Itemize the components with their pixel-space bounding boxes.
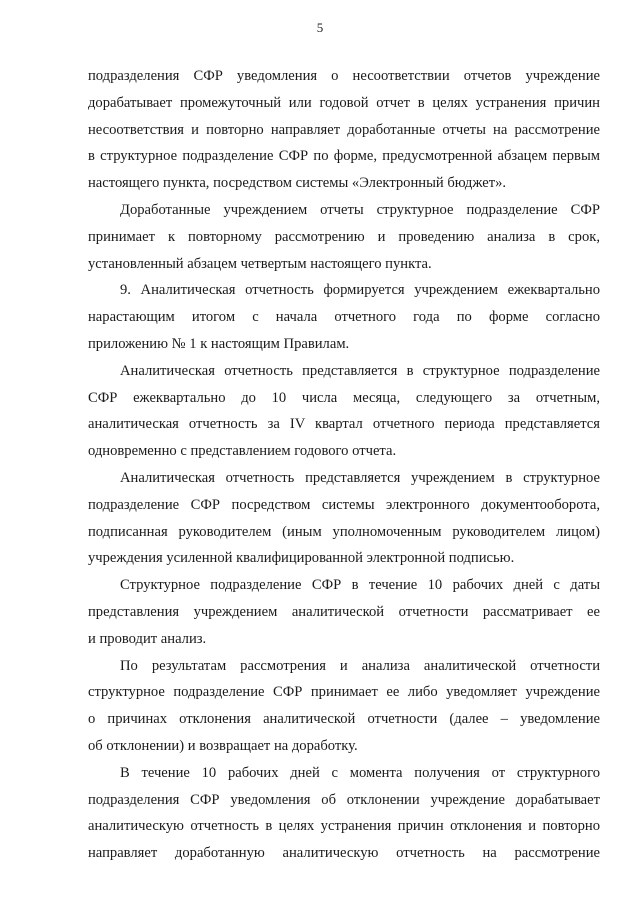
- text-line: подразделения СФР уведомления об отклонении учреждение дорабатывает: [88, 791, 600, 808]
- text-line: приложению № 1 к настоящим Правилам.: [88, 336, 350, 352]
- text-line: одновременно с представлением годового отчета.: [88, 443, 397, 460]
- text-line: аналитическую отчетность в целях устранения причин отклонения и повторно: [88, 818, 600, 835]
- text-line: подразделение СФР посредством системы электронного документооборота,: [88, 496, 600, 513]
- text-line: в структурное подразделение СФР по форме, предусмотренной абзацем первым: [88, 148, 600, 165]
- text-line: принимает к повторному рассмотрению и проведению анализа в срок,: [88, 228, 600, 245]
- text-line: структурное подразделение СФР принимает ее либо уведомляет учреждение: [88, 684, 600, 701]
- text-line: о причинах отклонения аналитической отчетности (далее – уведомление: [88, 711, 600, 728]
- text-line: подразделения СФР уведомления о несоответствии отчетов учреждение: [88, 68, 600, 84]
- text-line: представления учреждением аналитической отчетности рассматривает ее: [88, 604, 600, 620]
- text-line: По результатам рассмотрения и анализа аналитической отчетности: [120, 657, 600, 674]
- text-line: Доработанные учреждением отчеты структурное подразделение СФР: [120, 202, 600, 218]
- text-line: СФР ежеквартально до 10 числа месяца, следующего за отчетным,: [88, 389, 600, 406]
- text-line: подписанная руководителем (иным уполномоченным руководителем лицом): [88, 523, 600, 540]
- text-line: Структурное подразделение СФР в течение 10 рабочих дней с даты: [120, 577, 600, 594]
- text-line: настоящего пункта, посредством системы «Электронный бюджет».: [88, 175, 507, 192]
- text-line: Аналитическая отчетность представляется в структурное подразделение: [120, 362, 600, 379]
- text-line: установленный абзацем четвертым настоящего пункта.: [88, 255, 432, 272]
- text-line: В течение 10 рабочих дней с момента получения от структурного: [120, 764, 600, 781]
- text-line: дорабатывает промежуточный или годовой отчет в целях устранения причин: [88, 94, 600, 111]
- text-line: аналитическая отчетность за IV квартал отчетного периода представляется: [88, 416, 600, 433]
- text-line: направляет доработанную аналитическую отчетность на рассмотрение: [88, 845, 600, 862]
- page-number: 5: [316, 20, 324, 35]
- text-line: 9. Аналитическая отчетность формируется учреждением ежеквартально: [120, 282, 600, 299]
- text-line: об отклонении) и возвращает на доработку.: [88, 738, 358, 754]
- text-line: Аналитическая отчетность представляется учреждением в структурное: [120, 470, 600, 486]
- text-line: учреждения усиленной квалифицированной электронной подписью.: [88, 550, 515, 567]
- text-line: несоответствия и повторно направляет доработанные отчеты на рассмотрение: [88, 121, 600, 138]
- text-line: нарастающим итогом с начала отчетного года по форме согласно: [88, 309, 600, 326]
- text-line: и проводит анализ.: [88, 630, 207, 647]
